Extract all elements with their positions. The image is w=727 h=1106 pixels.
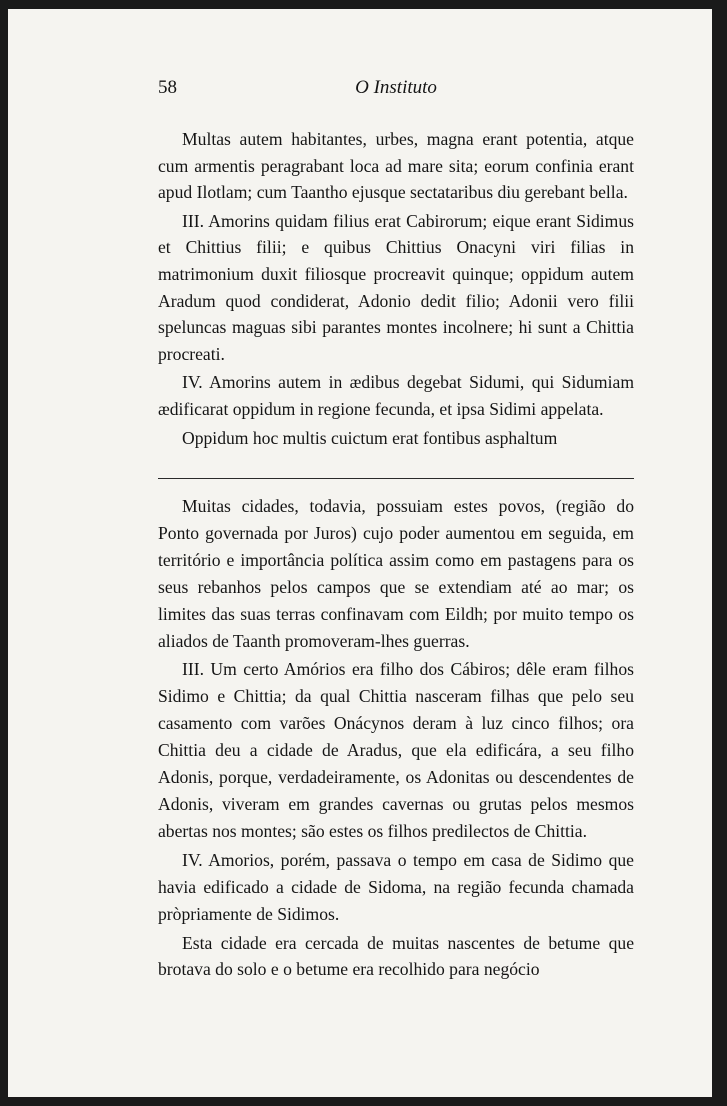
- latin-paragraph: III. Amorins quidam filius erat Cabirorum; eique erant Sidimus et Chittius filii; e quibus Chittius Onacyni viri filias in matrimonium duxit filiosque procreavit quinque; oppidum autem Aradum quod condiderat, Adonio dedit filio; Adonii vero filii speluncas maguas sibi parantes montes incolnere; hi sunt a Chittia procreati.: [158, 210, 634, 364]
- portuguese-paragraph: III. Um certo Amórios era filho dos Cábiros; dêle eram filhos Sidimo e Chittia; da qual Chittia nasceram filhas que pelo seu casamento com varões Onácynos deram à luz cinco filhos; ora Chittia deu a cidade de Aradus, que ela edificára, a seu filho Adonis, porque, verdadeiramente, os Adonitas ou descendentes de Adonis, viveram em grandes cavernas ou grutas pelos mesmos abertas nos montes; são estes os filhos predilectos de Chittia.: [158, 659, 634, 841]
- page-number: 58: [158, 77, 177, 98]
- latin-paragraph: IV. Amorins autem in ædibus degebat Sidumi, qui Sidumiam ædificarat oppidum in regione fecunda, et ipsa Sidimi appelata.: [158, 372, 634, 419]
- latin-paragraph: Multas autem habitantes, urbes, magna erant potentia, atque cum armentis peragrabant loca ad mare sita; eorum confinia erant apud Ilotlam; cum Taantho ejusque sectataribus diu gerebant bella.: [158, 129, 634, 203]
- section-divider: [158, 478, 634, 479]
- latin-text-block: [158, 126, 634, 453]
- portuguese-translation-block: [158, 493, 634, 985]
- page-header: [158, 77, 634, 105]
- portuguese-paragraph: Esta cidade era cercada de muitas nascentes de betume que brotava do solo e o betume era recolhido para negócio: [158, 932, 634, 980]
- running-title: O Instituto: [355, 77, 437, 98]
- latin-paragraph: Oppidum hoc multis cuictum erat fontibus asphaltum: [182, 427, 558, 448]
- scanned-page: [8, 9, 712, 1097]
- portuguese-paragraph: IV. Amorios, porém, passava o tempo em casa de Sidimo que havia edificado a cidade de Sidoma, na região fecunda chamada pròpriamente de Sidimos.: [158, 849, 634, 924]
- portuguese-paragraph: Muitas cidades, todavia, possuiam estes povos, (região do Ponto governada por Juros) cujo poder aumentou em seguida, em território e importância política assim como em pastagens para os seus rebanhos pelos campos que se extendiam até ao mar; os limites das suas terras confinavam com Eildh; por muito tempo os aliados de Taanth promoveram-lhes guerras.: [158, 496, 634, 651]
